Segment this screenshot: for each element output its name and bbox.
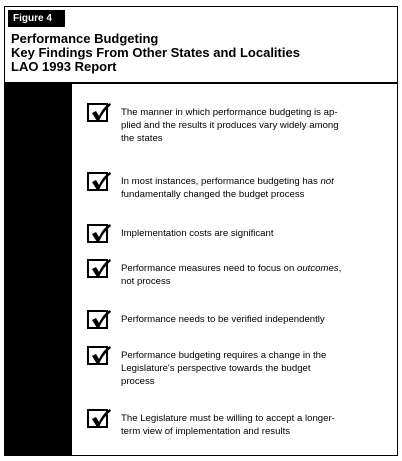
finding-text-line: process: [121, 376, 155, 387]
checkbox-checked-icon: [87, 259, 108, 278]
left-sidebar-bar: [5, 84, 72, 455]
emphasis-text: outcomes: [296, 263, 339, 274]
finding-text: [121, 262, 389, 288]
finding-text: [121, 227, 389, 240]
finding-text: [121, 349, 389, 388]
finding-text-line: The manner in which performance budgeting is ap-: [121, 107, 338, 118]
finding-text-line: fundamentally changed the budget process: [121, 189, 305, 200]
checkbox-checked-icon: [87, 310, 108, 329]
finding-text: [121, 412, 389, 438]
title-line-3: LAO 1993 Report: [11, 59, 117, 74]
figure-box: [4, 6, 398, 456]
title-line-2: Key Findings From Other States and Localities: [11, 45, 300, 60]
finding-text-line: Performance needs to be verified independently: [121, 314, 325, 325]
finding-text-line: term view of implementation and results: [121, 426, 291, 437]
finding-text: [121, 106, 389, 145]
figure-title: [11, 32, 391, 74]
checkbox-checked-icon: [87, 172, 108, 191]
checkbox-checked-icon: [87, 103, 108, 122]
emphasis-text: not: [320, 176, 334, 187]
finding-text-line: Performance measures need to focus on outcomes,: [121, 263, 342, 274]
finding-text: [121, 175, 389, 201]
title-line-1: Performance Budgeting: [11, 31, 159, 46]
figure-label: Figure 4: [8, 10, 65, 27]
checkbox-checked-icon: [87, 224, 108, 243]
finding-text-line: plied and the results it produces vary widely among: [121, 120, 339, 131]
finding-text-line: The Legislature must be willing to accept a longer-: [121, 413, 335, 424]
finding-text-line: the states: [121, 133, 163, 144]
finding-text-line: Performance budgeting requires a change in the: [121, 350, 327, 361]
finding-text-line: In most instances, performance budgeting has not: [121, 176, 334, 187]
checkbox-checked-icon: [87, 346, 108, 365]
finding-text: [121, 313, 389, 326]
checkbox-checked-icon: [87, 409, 108, 428]
finding-text-line: Implementation costs are significant: [121, 228, 274, 239]
finding-text-line: Legislature's perspective towards the budget: [121, 363, 311, 374]
finding-text-line: not process: [121, 276, 171, 287]
